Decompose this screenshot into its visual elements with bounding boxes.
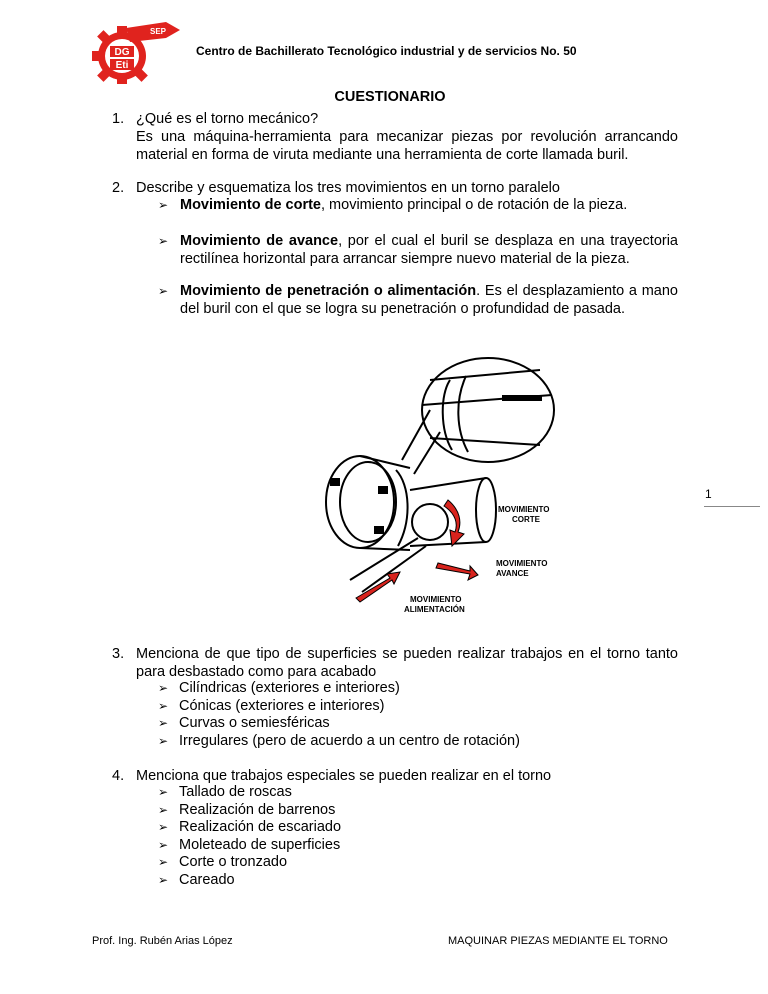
special-jobs-list [158, 784, 341, 889]
list-item-text: Careado [179, 871, 235, 888]
arrowhead-bullet-icon: ➢ [158, 872, 169, 887]
arrowhead-bullet-icon: ➢ [158, 733, 169, 748]
question-4-number: 4. [112, 768, 125, 784]
dgeti-logo [86, 20, 182, 86]
list-item [158, 819, 341, 837]
arrowhead-bullet-icon: ➢ [158, 284, 169, 298]
page-title: CUESTIONARIO [334, 89, 446, 105]
list-item [158, 733, 520, 751]
arrowhead-bullet-icon: ➢ [158, 716, 169, 730]
svg-text:DG: DG [114, 47, 130, 58]
question-4 [112, 767, 678, 785]
arrowhead-bullet-icon: ➢ [158, 855, 169, 869]
list-item [158, 872, 341, 890]
page-number: 1 [705, 487, 712, 501]
list-item [158, 715, 520, 733]
logo-main-text: DGETI [86, 20, 90, 21]
institution-header: Centro de Bachillerato Tecnológico industrial y de servicios No. 50 [196, 44, 577, 58]
arrowhead-bullet-icon: ➢ [158, 837, 169, 852]
list-item-text: Tallado de roscas [179, 784, 292, 800]
arrowhead-bullet-icon: ➢ [158, 234, 169, 248]
label-avance-1: MOVIMIENTO [496, 559, 548, 568]
arrowhead-bullet-icon: ➢ [158, 198, 169, 212]
arrowhead-bullet-icon: ➢ [158, 802, 169, 817]
label-alim-1: MOVIMIENTO [410, 595, 462, 604]
label-corte-1: MOVIMIENTO [498, 505, 550, 514]
question-4-text: Menciona que trabajos especiales se pueden realizar en el torno [136, 768, 552, 784]
list-item [158, 698, 520, 716]
list-item-text: Cónicas (exteriores e interiores) [179, 697, 385, 714]
bullet-bold: Movimiento de corte [180, 197, 321, 213]
list-item [158, 802, 341, 820]
question-3 [112, 645, 678, 681]
bullet-text: . Es el desplazamiento a mano del buril con el que se logra su penetración o profundidad de pasada. [180, 283, 678, 317]
question-1 [112, 110, 678, 164]
svg-text:Eti: Eti [115, 60, 129, 71]
list-item-text: Realización de escariado [179, 819, 342, 835]
label-corte-2: CORTE [512, 515, 540, 524]
label-alim-2: ALIMENTACIÓN [404, 605, 465, 614]
list-item [158, 854, 341, 872]
question-1-text: ¿Qué es el torno mecánico? [136, 111, 319, 127]
question-2-number: 2. [112, 180, 125, 196]
list-item [158, 680, 520, 698]
footer-course: MAQUINAR PIEZAS MEDIANTE EL TORNO [448, 935, 668, 947]
question-2 [112, 179, 678, 197]
bullet-text: , por el cual el buril se desplaza en una trayectoria rectilínea horizontal para arrancar siempre nuevo material de la pieza. [180, 233, 678, 267]
list-item-text: Curvas o semiesféricas [179, 715, 330, 731]
arrowhead-bullet-icon: ➢ [158, 698, 169, 713]
list-item [158, 232, 678, 268]
question-1-number: 1. [112, 111, 125, 127]
list-item [158, 837, 341, 855]
list-item-text: Irregulares (pero de acuerdo a un centro de rotación) [179, 732, 520, 749]
page-number-rule [704, 506, 760, 507]
list-item-text: Moleteado de superficies [179, 836, 341, 853]
bullet-bold: Movimiento de penetración o alimentación [180, 283, 477, 299]
question-3-number: 3. [112, 646, 125, 662]
question-1-answer: Es una máquina-herramienta para mecanizar piezas por revolución arrancando material en forma de viruta mediante una herramienta de corte llamada buril. [136, 129, 678, 163]
logo-sep-text: SEP [149, 27, 167, 36]
list-item [158, 282, 678, 318]
question-3-text: Menciona de que tipo de superficies se pueden realizar trabajos en el torno tanto para desbastado como para acabado [136, 646, 678, 680]
lathe-movements-figure [290, 350, 560, 625]
arrowhead-bullet-icon: ➢ [158, 681, 169, 695]
label-avance-2: AVANCE [496, 569, 529, 578]
list-item-text: Corte o tronzado [179, 854, 288, 870]
surfaces-list [158, 680, 520, 750]
arrowhead-bullet-icon: ➢ [158, 785, 169, 799]
bullet-bold: Movimiento de avance [180, 233, 339, 249]
bullet-text: , movimiento principal o de rotación de la pieza. [321, 197, 628, 213]
list-item-text: Cilíndricas (exteriores e interiores) [179, 680, 400, 696]
list-item [158, 784, 341, 802]
list-item-text: Realización de barrenos [179, 801, 336, 818]
arrowhead-bullet-icon: ➢ [158, 820, 169, 834]
footer-author: Prof. Ing. Rubén Arias López [92, 935, 233, 947]
question-2-text: Describe y esquematiza los tres movimientos en un torno paralelo [136, 180, 560, 196]
list-item [158, 196, 678, 214]
